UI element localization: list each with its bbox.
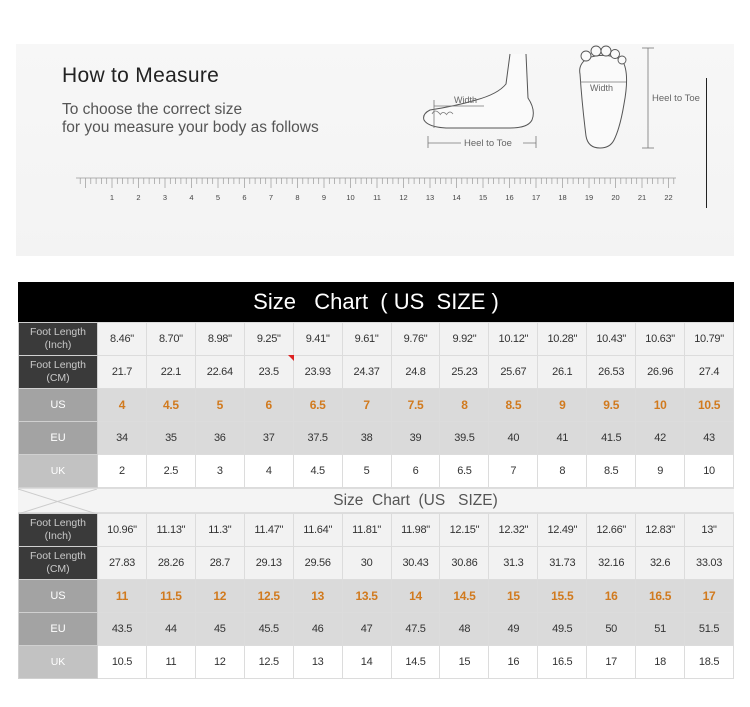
size-cell: 43.5 [98, 613, 147, 646]
size-cell: 37.5 [293, 422, 342, 455]
ruler-number: 9 [321, 193, 327, 202]
size-cell: 32.16 [587, 547, 636, 580]
size-cell: 22.64 [195, 356, 244, 389]
size-cell: 24.8 [391, 356, 440, 389]
ruler-number: 14 [452, 193, 461, 202]
size-cell: 24.37 [342, 356, 391, 389]
size-cell: 8 [538, 455, 587, 488]
row-label-foot-inch: Foot Length (Inch) [19, 323, 98, 356]
side-heel-to-toe-label: Heel to Toe [464, 138, 512, 149]
size-cell: 41.5 [587, 422, 636, 455]
size-cell: 16.5 [538, 646, 587, 679]
size-cell: 6 [244, 389, 293, 422]
size-chart-header: Size Chart ( US SIZE ) [18, 282, 734, 322]
size-cell: 14 [391, 580, 440, 613]
size-cell: 2.5 [146, 455, 195, 488]
size-row-eu [19, 613, 734, 646]
row-label-eu: EU [19, 613, 98, 646]
size-cell: 15.5 [538, 580, 587, 613]
size-cell: 47.5 [391, 613, 440, 646]
size-cell: 30.86 [440, 547, 489, 580]
size-cell: 6 [391, 455, 440, 488]
size-cell: 11.3" [195, 514, 244, 547]
size-cell: 11 [98, 580, 147, 613]
size-cell: 42 [636, 422, 685, 455]
ruler-number: 21 [637, 193, 647, 202]
size-cell: 25.23 [440, 356, 489, 389]
size-cell: 18.5 [685, 646, 734, 679]
size-cell: 36 [195, 422, 244, 455]
size-cell: 13" [685, 514, 734, 547]
ruler-number: 6 [242, 193, 247, 202]
size-cell: 8.98" [195, 323, 244, 356]
size-row-us [19, 580, 734, 613]
size-cell: 16 [587, 580, 636, 613]
size-cell: 3 [195, 455, 244, 488]
row-label-uk: UK [19, 646, 98, 679]
measure-subtitle-line2: for you measure your body as follows [62, 119, 319, 136]
size-cell: 23.93 [293, 356, 342, 389]
size-cell: 4 [98, 389, 147, 422]
size-cell: 21.7 [98, 356, 147, 389]
size-cell: 10.5 [98, 646, 147, 679]
size-cell: 48 [440, 613, 489, 646]
measure-subtitle-line1: To choose the correct size [62, 101, 243, 118]
size-cell: 38 [342, 422, 391, 455]
size-row-foot-cm [19, 547, 734, 580]
size-row-uk [19, 455, 734, 488]
size-row-uk [19, 646, 734, 679]
size-cell: 45 [195, 613, 244, 646]
top-foot-illustration [564, 44, 724, 156]
cross-placeholder-icon [18, 489, 97, 514]
size-cell: 14 [342, 646, 391, 679]
size-cell: 27.4 [685, 356, 734, 389]
size-cell: 10.79" [685, 323, 734, 356]
how-to-measure-panel [16, 44, 734, 256]
size-cell: 9.76" [391, 323, 440, 356]
size-cell: 27.83 [98, 547, 147, 580]
size-cell: 12.5 [244, 580, 293, 613]
size-cell: 2 [98, 455, 147, 488]
size-cell: 7.5 [391, 389, 440, 422]
size-cell: 12.66" [587, 514, 636, 547]
size-cell: 43 [685, 422, 734, 455]
size-cell: 11.64" [293, 514, 342, 547]
ruler-number: 10 [346, 193, 355, 202]
size-cell: 46 [293, 613, 342, 646]
size-cell: 28.26 [146, 547, 195, 580]
ruler-number: 4 [189, 193, 194, 202]
size-row-foot-inch [19, 514, 734, 547]
size-cell: 6.5 [440, 455, 489, 488]
row-label-eu: EU [19, 422, 98, 455]
size-cell: 11.13" [146, 514, 195, 547]
size-row-us [19, 389, 734, 422]
size-cell: 12.5 [244, 646, 293, 679]
row-label-uk: UK [19, 455, 98, 488]
size-cell: 8.5 [489, 389, 538, 422]
size-cell: 29.13 [244, 547, 293, 580]
size-cell: 13 [293, 646, 342, 679]
size-cell: 15 [489, 580, 538, 613]
size-cell: 11 [146, 646, 195, 679]
ruler-number: 15 [478, 193, 488, 202]
size-cell: 34 [98, 422, 147, 455]
ruler [76, 176, 676, 204]
size-cell: 26.53 [587, 356, 636, 389]
size-cell: 12 [195, 646, 244, 679]
size-cell: 39 [391, 422, 440, 455]
ruler-number: 2 [136, 193, 141, 202]
size-cell: 8.70" [146, 323, 195, 356]
size-cell: 4.5 [146, 389, 195, 422]
size-cell: 10.5 [685, 389, 734, 422]
size-cell: 18 [636, 646, 685, 679]
size-cell: 9 [538, 389, 587, 422]
size-cell: 10.28" [538, 323, 587, 356]
size-table-1 [18, 322, 734, 488]
ruler-number: 17 [531, 193, 541, 202]
ruler-number: 1 [109, 193, 115, 202]
row-label-foot-cm: Foot Length (CM) [19, 356, 98, 389]
size-cell: 51.5 [685, 613, 734, 646]
size-cell: 16 [489, 646, 538, 679]
size-cell: 9.92" [440, 323, 489, 356]
side-width-label: Width [454, 95, 478, 105]
size-table-2 [18, 513, 734, 679]
size-cell: 10.96" [98, 514, 147, 547]
size-cell: 11.81" [342, 514, 391, 547]
size-cell: 13.5 [342, 580, 391, 613]
size-cell: 9.5 [587, 389, 636, 422]
size-cell: 17 [685, 580, 734, 613]
top-heel-to-toe-label: Heel to Toe [652, 93, 700, 104]
ruler-number: 11 [373, 193, 381, 202]
size-cell: 10 [636, 389, 685, 422]
size-cell: 10.12" [489, 323, 538, 356]
ruler-number: 18 [558, 193, 567, 202]
size-cell: 16.5 [636, 580, 685, 613]
size-cell: 51 [636, 613, 685, 646]
size-cell: 12.83" [636, 514, 685, 547]
size-cell: 31.3 [489, 547, 538, 580]
size-cell: 4.5 [293, 455, 342, 488]
size-cell: 25.67 [489, 356, 538, 389]
size-row-foot-cm [19, 356, 734, 389]
size-cell: 32.6 [636, 547, 685, 580]
size-cell: 11.98" [391, 514, 440, 547]
size-cell: 10.63" [636, 323, 685, 356]
size-cell: 30 [342, 547, 391, 580]
size-cell: 39.5 [440, 422, 489, 455]
size-cell: 29.56 [293, 547, 342, 580]
size-cell: 11.47" [244, 514, 293, 547]
size-cell: 13 [293, 580, 342, 613]
size-chart-subheader [18, 488, 734, 513]
size-cell: 28.7 [195, 547, 244, 580]
size-row-eu [19, 422, 734, 455]
size-cell: 7 [342, 389, 391, 422]
ruler-number: 22 [664, 193, 673, 202]
size-cell: 6.5 [293, 389, 342, 422]
size-cell: 14.5 [440, 580, 489, 613]
size-cell: 12.49" [538, 514, 587, 547]
size-cell: 45.5 [244, 613, 293, 646]
ruler-number: 19 [584, 193, 594, 202]
row-label-us: US [19, 389, 98, 422]
size-cell: 50 [587, 613, 636, 646]
measure-title: How to Measure [62, 64, 220, 87]
size-cell: 40 [489, 422, 538, 455]
size-cell: 11.5 [146, 580, 195, 613]
size-cell: 31.73 [538, 547, 587, 580]
size-cell: 30.43 [391, 547, 440, 580]
size-cell: 8 [440, 389, 489, 422]
ruler-number: 16 [505, 193, 514, 202]
ruler-number: 7 [268, 193, 274, 202]
size-cell: 12.32" [489, 514, 538, 547]
size-cell: 8.5 [587, 455, 636, 488]
size-cell: 10.43" [587, 323, 636, 356]
size-cell: 23.5 [244, 356, 293, 389]
size-cell: 35 [146, 422, 195, 455]
size-cell: 5 [342, 455, 391, 488]
size-cell: 17 [587, 646, 636, 679]
divider-line [706, 78, 707, 208]
size-cell: 10 [685, 455, 734, 488]
size-row-foot-inch [19, 323, 734, 356]
size-cell: 26.1 [538, 356, 587, 389]
row-label-foot-inch: Foot Length (Inch) [19, 514, 98, 547]
row-label-us: US [19, 580, 98, 613]
size-cell: 9.25" [244, 323, 293, 356]
size-cell: 26.96 [636, 356, 685, 389]
top-width-label: Width [590, 83, 614, 93]
size-cell: 9 [636, 455, 685, 488]
size-chart-subheader-text: Size Chart (US SIZE) [333, 492, 498, 509]
red-corner-marker [288, 355, 294, 361]
ruler-number: 5 [215, 193, 221, 202]
ruler-number: 12 [399, 193, 408, 202]
ruler-number: 20 [611, 193, 620, 202]
size-cell: 47 [342, 613, 391, 646]
size-cell: 22.1 [146, 356, 195, 389]
size-cell: 12.15" [440, 514, 489, 547]
size-cell: 12 [195, 580, 244, 613]
size-cell: 9.41" [293, 323, 342, 356]
size-cell: 41 [538, 422, 587, 455]
ruler-number: 3 [162, 193, 168, 202]
row-label-foot-cm: Foot Length (CM) [19, 547, 98, 580]
side-foot-illustration [406, 48, 556, 156]
size-cell: 14.5 [391, 646, 440, 679]
ruler-number: 8 [295, 193, 300, 202]
size-cell: 15 [440, 646, 489, 679]
size-cell: 7 [489, 455, 538, 488]
size-cell: 37 [244, 422, 293, 455]
size-cell: 44 [146, 613, 195, 646]
size-cell: 33.03 [685, 547, 734, 580]
size-cell: 9.61" [342, 323, 391, 356]
size-cell: 49.5 [538, 613, 587, 646]
size-cell: 5 [195, 389, 244, 422]
size-cell: 49 [489, 613, 538, 646]
size-cell: 8.46" [98, 323, 147, 356]
ruler-number: 13 [425, 193, 435, 202]
size-cell: 4 [244, 455, 293, 488]
